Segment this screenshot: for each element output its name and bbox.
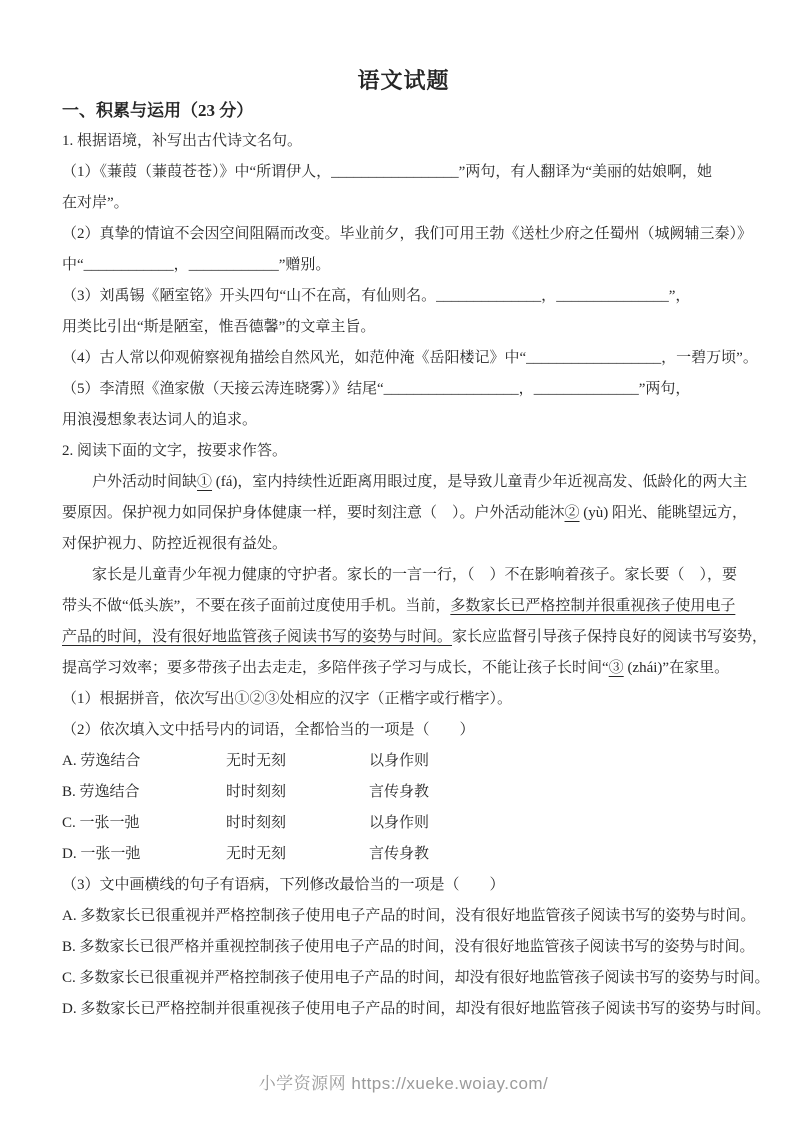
q1-item3-line2: 用类比引出“斯是陋室，惟吾德馨”的文章主旨。 bbox=[62, 319, 376, 335]
q1-item2-line2: 中“____________，____________”赠别。 bbox=[62, 257, 331, 273]
q1-item5-line1: （5）李清照《渔家傲（天接云涛连晓雾）》结尾“__________________，______________”两句， bbox=[62, 381, 691, 397]
q1-intro bbox=[62, 126, 745, 157]
q2-sub2-option-a: A. 劳逸结合 无时无刻 以身作则 bbox=[62, 753, 430, 769]
q2-sub3-option-b: B. 多数家长已很严格并重视控制孩子使用电子产品的时间，没有很好地监管孩子阅读书写的姿势与时间。 bbox=[62, 939, 755, 955]
q2-sub3: （3）文中画横线的句子有语病，下列修改最恰当的一项是（ ） bbox=[62, 877, 505, 893]
q2-passage2-line4: 提高学习效率；要多带孩子出去走走，多陪伴孩子学习与成长，不能让孩子长时间“③ (zhái)”在家里。 bbox=[62, 660, 730, 676]
section-heading: 一、积累与运用（23 分） bbox=[62, 101, 254, 120]
q1-item3-line1: （3）刘禹锡《陋室铭》开头四句“山不在高，有仙则名。______________，_______________”， bbox=[62, 288, 691, 304]
q1-intro-text: 1. 根据语境，补写出古代诗文名句。 bbox=[62, 133, 303, 149]
q2-sub3-option-d: D. 多数家长已严格控制并很重视孩子使用电子产品的时间，却没有很好地监管孩子阅读书写的姿势与时间。 bbox=[62, 1001, 771, 1017]
q1-item5-line2: 用浪漫想象表达词人的追求。 bbox=[62, 412, 258, 428]
answer-blank: ____________ bbox=[83, 257, 174, 273]
page-title: 语文试题 bbox=[357, 68, 450, 93]
answer-blank: ______________ bbox=[533, 381, 639, 397]
footer-site-link[interactable]: 小学资源网 https://xueke.woiay.com/ bbox=[258, 1074, 549, 1093]
q2-passage1-line2: 要原因。保护视力如同保护身体健康一样，要时刻注意（ ）。户外活动能沐② (yù) 阳光、能眺望远方， bbox=[62, 505, 748, 521]
underlined-sentence-part2: 产品的时间，没有很好地监管孩子阅读书写的姿势与时间。 bbox=[62, 629, 453, 645]
q2-passage2-line2: 带头不做“低头族”，不要在孩子面前过度使用手机。当前，多数家长已严格控制并很重视孩子使用电子 bbox=[62, 598, 736, 614]
circled-number-1: ① bbox=[197, 474, 213, 490]
q2-passage1-line3: 对保护视力、防控近视很有益处。 bbox=[62, 536, 288, 552]
answer-blank: _______________ bbox=[556, 288, 669, 304]
q1-item4-line1: （4）古人常以仰观俯察视角描绘自然风光，如范仲淹《岳阳楼记》中“__________________，一碧万顷”。 bbox=[62, 350, 758, 366]
q2-sub2-option-b: B. 劳逸结合 时时刻刻 言传身教 bbox=[62, 784, 430, 800]
footer-watermark bbox=[62, 1069, 745, 1099]
circled-number-3: ③ bbox=[608, 660, 624, 676]
q2-sub1: （1）根据拼音，依次写出①②③处相应的汉字（正楷字或行楷字）。 bbox=[62, 691, 513, 707]
answer-blank: __________________ bbox=[526, 350, 662, 366]
q2-sub2-option-d: D. 一张一弛 无时无刻 言传身教 bbox=[62, 846, 430, 862]
answer-blank: ______________ bbox=[436, 288, 542, 304]
q2-passage2-line1: 家长是儿童青少年视力健康的守护者。家长的一言一行，（ ）不在影响着孩子。家长要（ ），要 bbox=[92, 567, 738, 583]
q2-passage2-line3: 产品的时间，没有很好地监管孩子阅读书写的姿势与时间。家长应监督引导孩子保持良好的阅读书写姿势， bbox=[62, 629, 768, 645]
q2-intro: 2. 阅读下面的文字，按要求作答。 bbox=[62, 443, 288, 459]
q1-item1-line1: （1）《蒹葭（蒹葭苍苍）》中“所谓伊人，_________________”两句，有人翻译为“美丽的姑娘啊，她 bbox=[62, 164, 712, 180]
answer-blank: __________________ bbox=[383, 381, 519, 397]
q2-sub3-option-c: C. 多数家长已很重视并严格控制孩子使用电子产品的时间，却没有很好地监管孩子阅读书写的姿势与时间。 bbox=[62, 970, 770, 986]
answer-blank: ____________ bbox=[188, 257, 279, 273]
q2-passage1-line1: 户外活动时间缺① (fá)，室内持续性近距离用眼过度，是导致儿童青少年近视高发、低龄化的两大主 bbox=[92, 474, 748, 490]
q1-item1-line2: 在对岸”。 bbox=[62, 195, 129, 211]
circled-number-2: ② bbox=[564, 505, 580, 521]
q1-item2-line1: （2）真挚的情谊不会因空间阻隔而改变。毕业前夕，我们可用王勃《送杜少府之任蜀州（城阙辅三秦）》 bbox=[62, 226, 753, 242]
q2-sub2: （2）依次填入文中括号内的词语，全都恰当的一项是（ ） bbox=[62, 722, 475, 738]
q2-sub2-option-c: C. 一张一弛 时时刻刻 以身作则 bbox=[62, 815, 430, 831]
answer-blank: _________________ bbox=[331, 164, 459, 180]
q2-sub3-option-a: A. 多数家长已很重视并严格控制孩子使用电子产品的时间，没有很好地监管孩子阅读书写的姿势与时间。 bbox=[62, 908, 756, 924]
underlined-sentence-part1: 多数家长已严格控制并很重视孩子使用电子 bbox=[450, 598, 736, 614]
